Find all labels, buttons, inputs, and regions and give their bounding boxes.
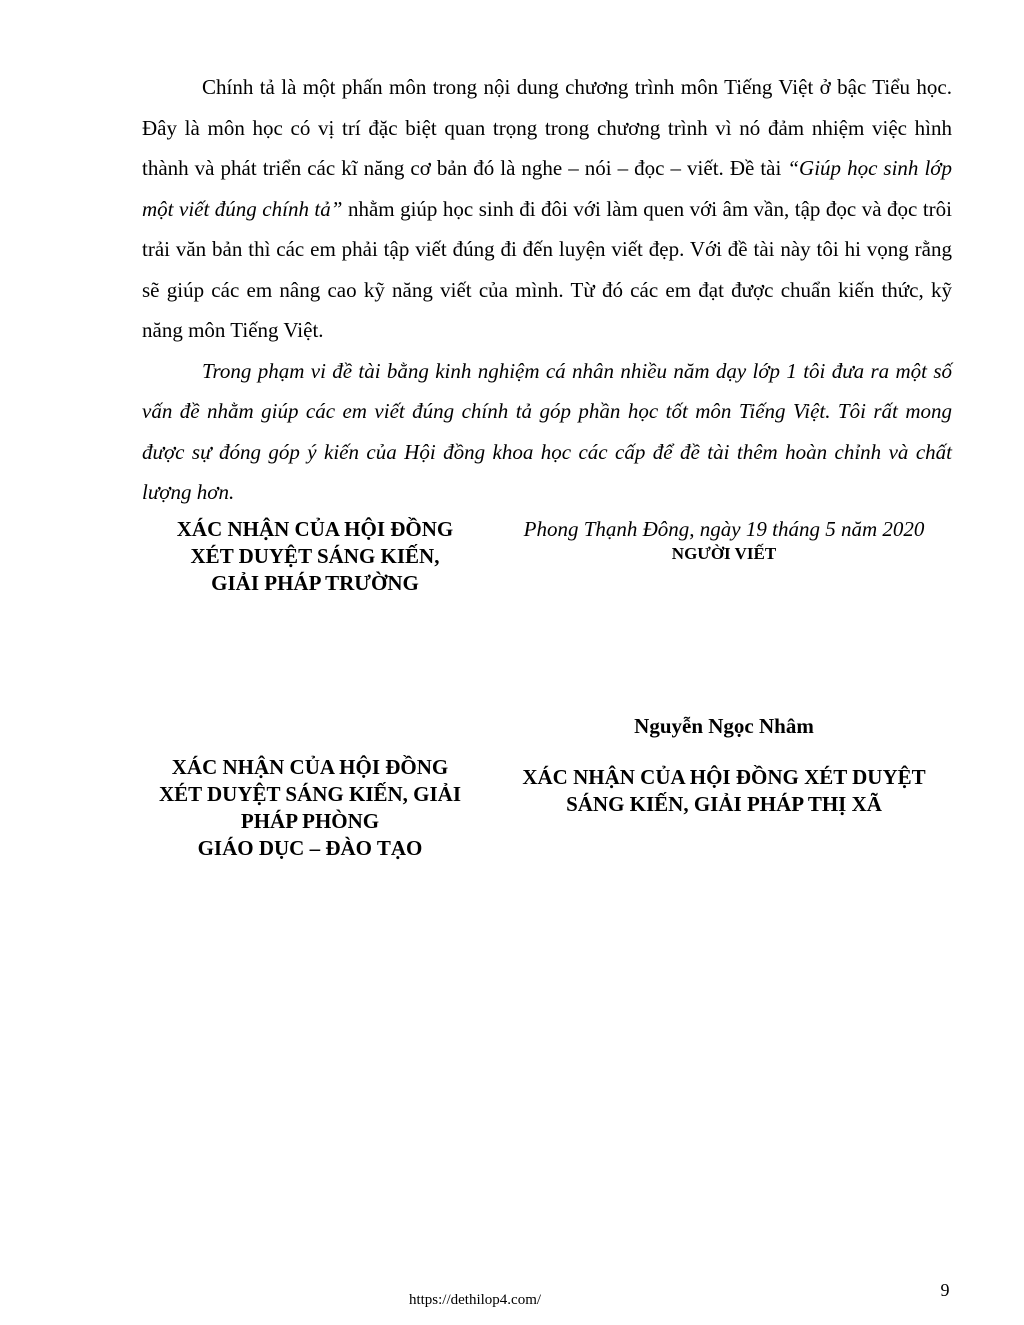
school-council-line-1: XÁC NHẬN CỦA HỘI ĐỒNG [176, 517, 454, 541]
footer-url: https://dethilop4.com/ [408, 1292, 542, 1308]
town-council-line-2: SÁNG KIẾN, GIẢI PHÁP THỊ XÃ [566, 792, 882, 816]
body-text [142, 67, 952, 513]
town-council-line-1: XÁC NHẬN CỦA HỘI ĐỒNG XÉT DUYỆT [522, 765, 926, 789]
paragraph-introduction-part-2: nhằm giúp học sinh đi đôi với làm quen với âm vần, tập đọc và đọc trôi trải văn bản thì các em phải tập viết đúng đi đến luyện viết đẹp. Với đề tài này tôi hi vọng rằng sẽ giúp các em nâng cao kỹ năng viết của mình. Từ đó các em đạt được chuẩn kiến thức, kỹ năng môn Tiếng Việt. [142, 196, 952, 342]
writer-label: NGƯỜI VIẾT [671, 544, 777, 563]
paragraph-introduction [142, 67, 952, 351]
paragraph-closing: Trong phạm vi đề tài bằng kinh nghiệm cá nhân nhiều năm dạy lớp 1 tôi đưa ra một số vấn đề nhằm giúp các em viết đúng chính tả góp phần học tốt môn Tiếng Việt. Tôi rất mong được sự đóng góp ý kiến của Hội đồng khoa học các cấp để đề tài thêm hoàn chỉnh và chất lượng hơn. [142, 358, 952, 504]
page-number: 9 [940, 1280, 950, 1300]
school-council-heading [150, 516, 480, 597]
department-council-line-3: PHÁP PHÒNG [240, 809, 380, 833]
town-council-heading [494, 764, 954, 818]
place-date: Phong Thạnh Đông, ngày 19 tháng 5 năm 2020 [523, 517, 925, 541]
department-council-heading [140, 754, 480, 862]
writer-name: Nguyễn Ngọc Nhâm [634, 714, 814, 738]
paragraph-introduction-part-1: Chính tả là một phấn môn trong nội dung chương trình môn Tiếng Việt ở bậc Tiểu học. Đây là môn học có vị trí đặc biệt quan trọng trong chương trình vì nó đảm nhiệm việc hình thành và phát triển các kĩ năng cơ bản đó là nghe – nói – đọc – viết. Đề tài [142, 75, 952, 180]
project-title: “Giúp học sinh lớp một viết đúng chính tả” [142, 156, 952, 221]
school-council-line-3: GIẢI PHÁP TRƯỜNG [211, 571, 419, 595]
department-council-line-1: XÁC NHẬN CỦA HỘI ĐỒNG [171, 755, 449, 779]
department-council-line-4: GIÁO DỤC – ĐÀO TẠO [197, 836, 423, 860]
department-council-line-2: XÉT DUYỆT SÁNG KIẾN, GIẢI [158, 782, 462, 806]
school-council-line-2: XÉT DUYỆT SÁNG KIẾN, [190, 544, 440, 568]
